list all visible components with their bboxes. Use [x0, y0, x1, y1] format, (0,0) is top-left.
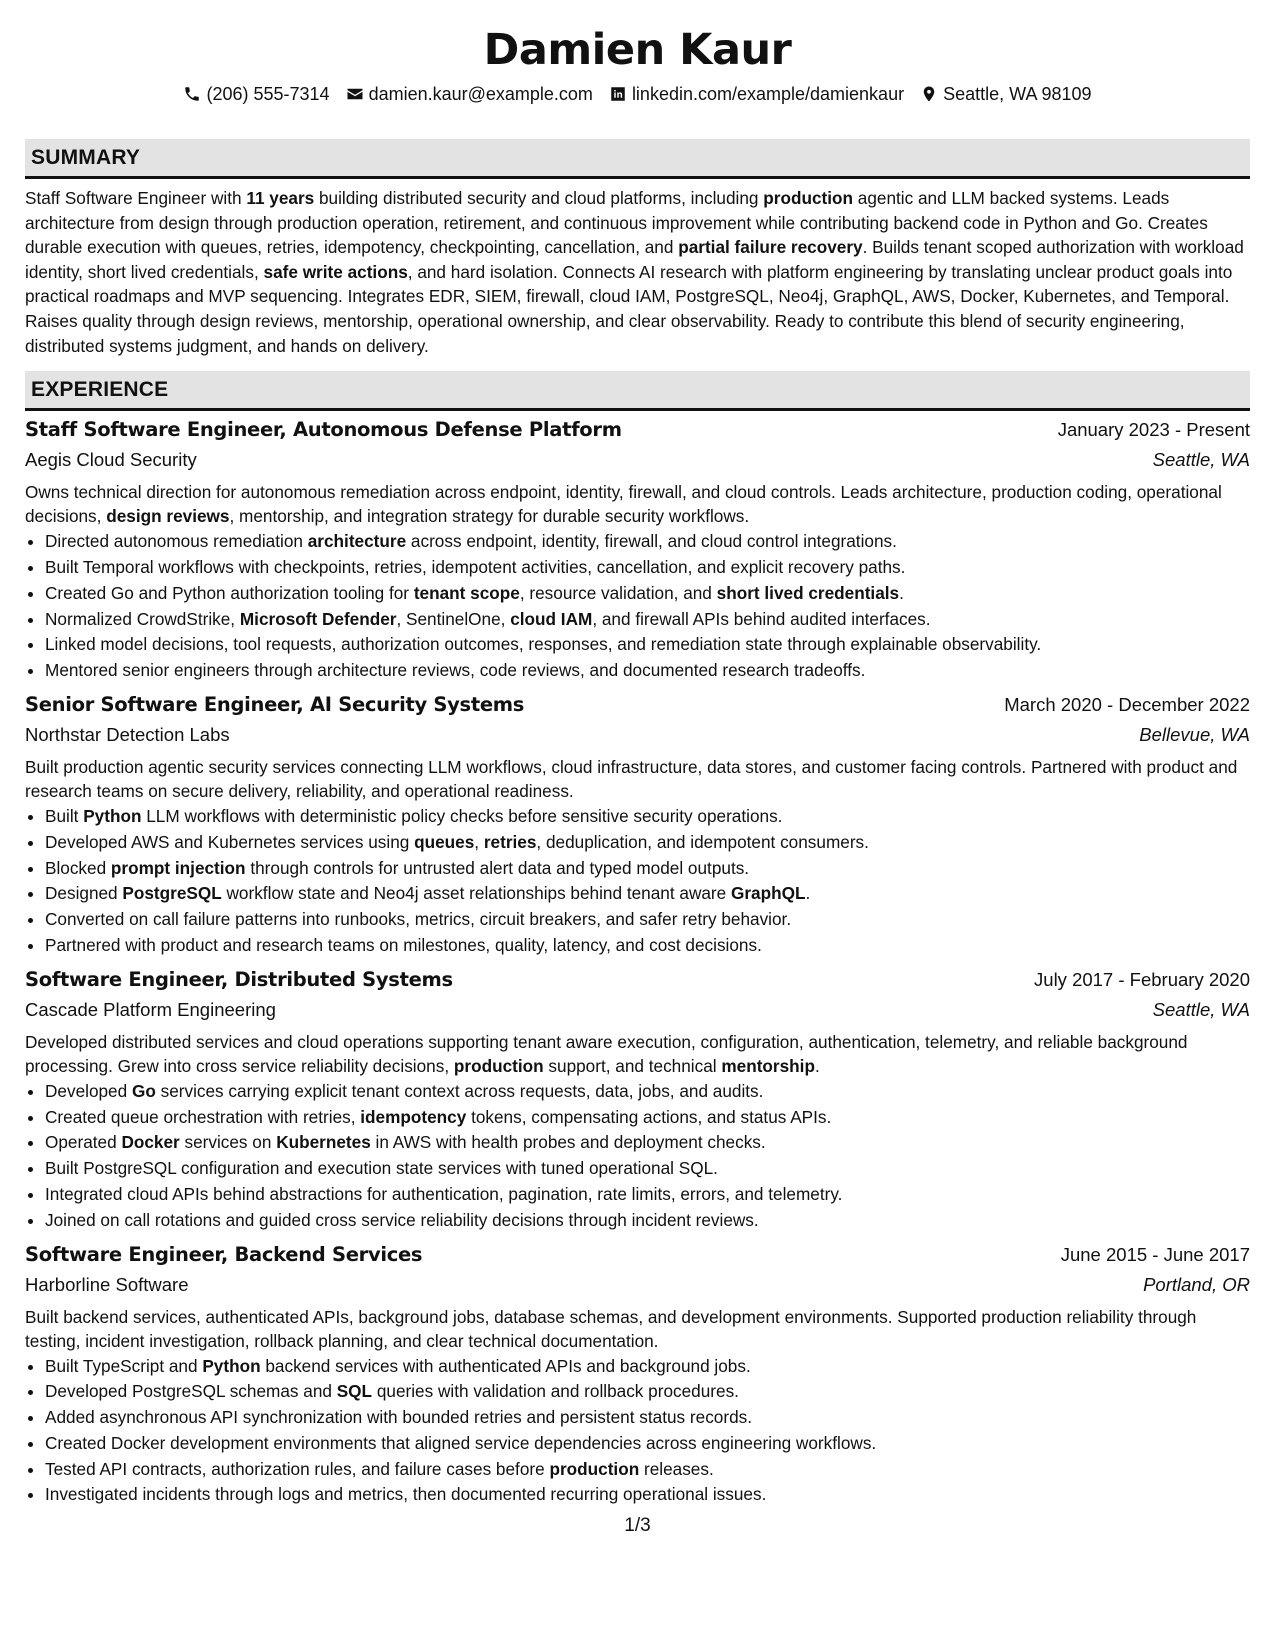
contact-linkedin[interactable]	[609, 80, 904, 108]
bold-phrase: safe write actions	[263, 261, 408, 282]
job-bullet: • Designed PostgreSQL workflow state and Neo4j asset relationships behind tenant aware GraphQL.	[45, 881, 1250, 907]
contact-phone[interactable]	[183, 80, 329, 108]
linkedin-icon	[609, 85, 627, 103]
job-bullet: • Built Python LLM workflows with deterministic policy checks before sensitive security operations.	[45, 804, 1250, 830]
job-bullet: • Mentored senior engineers through architecture reviews, code reviews, and documented research tradeoffs.	[45, 658, 1250, 684]
bold-phrase: retries	[483, 831, 537, 852]
bold-phrase: GraphQL	[730, 883, 806, 904]
job-bullet: • Created Go and Python authorization tooling for tenant scope, resource validation, and short lived credentials.	[45, 581, 1250, 607]
job-dates: July 2017 - February 2020	[1034, 968, 1250, 990]
phone-icon	[183, 85, 201, 103]
bold-phrase: SQL	[336, 1381, 373, 1402]
job-bullet: • Built Temporal workflows with checkpoints, retries, idempotent activities, cancellation, and explicit recovery paths.	[45, 555, 1250, 581]
job-header	[25, 415, 1250, 445]
contact-email[interactable]	[346, 80, 593, 108]
job-bullet: • Created queue orchestration with retries, idempotency tokens, compensating actions, and status APIs.	[45, 1105, 1250, 1131]
job-dates: June 2015 - June 2017	[1060, 1243, 1250, 1265]
job-bullet: • Developed AWS and Kubernetes services using queues, retries, deduplication, and idempotent consumers.	[45, 830, 1250, 856]
job-title: Software Engineer, Backend Services	[25, 1242, 423, 1266]
job-bullet: • Investigated incidents through logs and metrics, then documented recurring operational issues.	[45, 1482, 1250, 1508]
job-bullet: • Added asynchronous API synchronization with bounded retries and persistent status records.	[45, 1405, 1250, 1431]
bold-phrase: Python	[83, 805, 142, 826]
job-header	[25, 965, 1250, 995]
resume-page	[25, 0, 1250, 1508]
job-dates: March 2020 - December 2022	[1004, 693, 1250, 715]
job-title: Senior Software Engineer, AI Security Systems	[25, 692, 525, 716]
bold-phrase: queues	[414, 831, 475, 852]
job-subheader	[25, 445, 1250, 475]
experience-heading-bar	[25, 371, 1250, 411]
bold-phrase: cloud IAM	[510, 608, 593, 629]
job-bullet: • Blocked prompt injection through controls for untrusted alert data and typed model outputs.	[45, 856, 1250, 882]
company-name: Harborline Software	[25, 1273, 189, 1295]
job-header	[25, 1240, 1250, 1270]
job-subheader	[25, 1270, 1250, 1300]
job-bullet: • Converted on call failure patterns into runbooks, metrics, circuit breakers, and safer retry behavior.	[45, 907, 1250, 933]
experience-heading: EXPERIENCE	[31, 377, 169, 401]
job-description: Built backend services, authenticated APIs, background jobs, database schemas, and development environments. Supported production reliability through testing, incident investigation, rollback planning, and clear technical documentation.	[25, 1306, 1197, 1351]
summary-heading: SUMMARY	[31, 145, 141, 169]
job-bullet: • Directed autonomous remediation architecture across endpoint, identity, firewall, and cloud control integrations.	[45, 529, 1250, 555]
bold-phrase: production	[549, 1458, 640, 1479]
experience-list	[25, 415, 1250, 1508]
job-header	[25, 690, 1250, 720]
bold-phrase: idempotency	[360, 1106, 467, 1127]
summary-heading-bar	[25, 139, 1250, 179]
bold-phrase: Microsoft Defender	[239, 608, 397, 629]
job-entry	[25, 965, 1250, 1234]
bold-phrase: PostgreSQL	[122, 883, 222, 904]
bold-phrase: prompt injection	[110, 857, 246, 878]
bold-phrase: Python	[202, 1355, 261, 1376]
job-bullet: • Normalized CrowdStrike, Microsoft Defender, SentinelOne, cloud IAM, and firewall APIs behind audited interfaces.	[45, 607, 1250, 633]
bold-phrase: Docker	[121, 1132, 180, 1153]
page-number: 1/3	[624, 1515, 651, 1536]
job-subheader	[25, 995, 1250, 1025]
job-bullet: • Built TypeScript and Python backend services with authenticated APIs and background jobs.	[45, 1354, 1250, 1380]
bold-phrase: mentorship	[721, 1055, 815, 1076]
job-location: Portland, OR	[1143, 1273, 1250, 1295]
job-bullets	[25, 804, 1250, 959]
job-description: Owns technical direction for autonomous remediation across endpoint, identity, firewall, and cloud controls. Leads architecture, production coding, operational decisions, design reviews, mentorship, and integration strategy for durable security workflows.	[25, 482, 1222, 527]
bold-phrase: architecture	[307, 531, 407, 552]
job-bullet: • Developed PostgreSQL schemas and SQL queries with validation and rollback procedures.	[45, 1379, 1250, 1405]
job-dates: January 2023 - Present	[1057, 419, 1250, 441]
bold-phrase: 11 years	[246, 188, 315, 208]
email-text: damien.kaur@example.com	[368, 84, 593, 104]
company-name: Cascade Platform Engineering	[25, 998, 276, 1020]
job-title: Staff Software Engineer, Autonomous Defense Platform	[25, 418, 622, 442]
bold-phrase: Go	[131, 1080, 156, 1101]
bold-phrase: tenant scope	[413, 582, 520, 603]
job-bullet: • Joined on call rotations and guided cross service reliability decisions through incident reviews.	[45, 1208, 1250, 1234]
job-bullet: • Partnered with product and research teams on milestones, quality, latency, and cost decisions.	[45, 933, 1250, 959]
job-bullet: • Built PostgreSQL configuration and execution state services with tuned operational SQL.	[45, 1156, 1250, 1182]
job-bullets	[25, 529, 1250, 684]
map-pin-icon	[920, 85, 938, 103]
job-bullet: • Linked model decisions, tool requests, authorization outcomes, responses, and remediation state through explainable observability.	[45, 632, 1250, 658]
phone-text: (206) 555-7314	[206, 84, 330, 104]
bold-phrase: Kubernetes	[276, 1132, 371, 1153]
job-description: Developed distributed services and cloud operations supporting tenant aware execution, configuration, authentication, telemetry, and reliable background processing. Grew into cross service reliability decisions, production support, and technical mentorship.	[25, 1031, 1188, 1076]
candidate-name: Damien Kaur	[483, 25, 792, 75]
job-bullet: • Created Docker development environments that aligned service dependencies across engineering workflows.	[45, 1431, 1250, 1457]
bold-phrase: production	[453, 1055, 544, 1076]
bold-phrase: design reviews	[106, 506, 230, 527]
job-location: Bellevue, WA	[1139, 723, 1250, 745]
bold-phrase: production	[763, 188, 854, 208]
job-description: Built production agentic security services connecting LLM workflows, cloud infrastructure, data stores, and customer facing controls. Partnered with product and research teams on secure delivery, reliability, and operational readiness.	[25, 756, 1238, 801]
location-text: Seattle, WA 98109	[943, 84, 1092, 104]
job-entry	[25, 690, 1250, 959]
envelope-icon	[346, 85, 364, 103]
job-bullet: • Operated Docker services on Kubernetes in AWS with health probes and deployment checks.	[45, 1130, 1250, 1156]
job-bullet: • Developed Go services carrying explicit tenant context across requests, data, jobs, and audits.	[45, 1079, 1250, 1105]
job-bullet: • Tested API contracts, authorization rules, and failure cases before production releases.	[45, 1457, 1250, 1483]
job-bullets	[25, 1079, 1250, 1234]
job-bullet: • Integrated cloud APIs behind abstractions for authentication, pagination, rate limits, errors, and telemetry.	[45, 1182, 1250, 1208]
bold-phrase: short lived credentials	[716, 582, 900, 603]
contact-location	[920, 80, 1091, 108]
bold-phrase: partial failure recovery	[678, 237, 863, 258]
job-entry	[25, 415, 1250, 684]
job-entry	[25, 1240, 1250, 1509]
job-subheader	[25, 720, 1250, 750]
job-location: Seattle, WA	[1152, 998, 1250, 1020]
company-name: Aegis Cloud Security	[25, 449, 197, 471]
linkedin-text: linkedin.com/example/damienkaur	[631, 84, 905, 104]
contact-line	[25, 80, 1250, 108]
job-location: Seattle, WA	[1152, 449, 1250, 471]
summary-text: Staff Software Engineer with 11 years building distributed security and cloud platforms, including production agentic and LLM backed systems. Leads architecture from design through production operation, retirement, and continuous improvement while contributing backend code in Python and Go. Creates durable execution with queues, retries, idempotency, checkpointing, cancellation, and partial failure recovery. Builds tenant scoped authorization with workload identity, short lived credentials, safe write actions, and hard isolation. Connects AI research with platform engineering by translating unclear product goals into practical roadmaps and MVP sequencing. Integrates EDR, SIEM, firewall, cloud IAM, PostgreSQL, Neo4j, GraphQL, AWS, Docker, Kubernetes, and Temporal. Raises quality through design reviews, mentorship, operational ownership, and clear observability. Ready to contribute this blend of security engineering, distributed systems judgment, and hands on delivery.	[25, 188, 1244, 356]
company-name: Northstar Detection Labs	[25, 723, 230, 745]
job-bullets	[25, 1354, 1250, 1509]
job-title: Software Engineer, Distributed Systems	[25, 967, 453, 991]
